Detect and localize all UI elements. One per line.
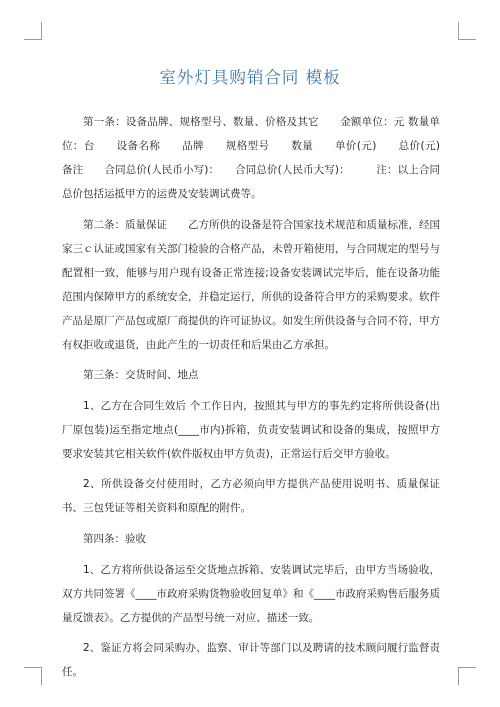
document-title: 室外灯具购销合同 模板 bbox=[159, 68, 341, 87]
article-4-clause-2: 2、鉴证方将会同采购办、监察、审计等部门以及聘请的技术顾问履行监督责任。 bbox=[62, 642, 440, 679]
article-3-clause-2: 2、所供设备交付使用时，乙方必须向甲方提供产品使用说明书、质量保证书、三包凭证等相关资料和原配的附件。 bbox=[62, 478, 440, 515]
crop-mark-bottom-left bbox=[24, 667, 42, 685]
article-4-clause-1: 1、乙方将所供设备运至交货地点拆箱、安装调试完毕后，由甲方当场验收，双方共同签署《____市政府采购货物验收回复单》和《____市政府采购售后服务质量反馈表》。乙方提供的产品型号统一对应、描述一致。 bbox=[62, 563, 440, 624]
article-1-paragraph: 第一条：设备品牌、规格型号、数量、价格及其它 金额单位：元 数量单位：台 设备名称 品牌 规格型号 数量 单价(元) 总价(元) 备注 合同总价(人民币小写)： 合同总价(人民币大写)： 注：以上合同总价包括运抵甲方的运费及安装调试费等。 bbox=[62, 116, 461, 200]
article-4-heading: 第四条：验收 bbox=[83, 532, 146, 545]
article-3-heading: 第三条：交货时间、地点 bbox=[83, 369, 199, 382]
article-2-paragraph: 第二条：质量保证 乙方所供的设备是符合国家技术规范和质量标准，经国家三ｃ认证或国家有关部门检验的合格产品，未曾开箱使用，与合同规定的型号与配置相一致，能够与用户现有设备正常连接;设备安装调试完毕后，能在设备功能范围内保障甲方的系统安全，并稳定运行，所供的设备符合甲方的采购要求。软件产品是原厂产品包或原厂商提供的许可证协议。如发生所供设备与合同不符，甲方有权拒收或退货，由此产生的一切责任和后果由乙方承担。 bbox=[62, 218, 440, 351]
crop-mark-top-left bbox=[24, 22, 42, 40]
crop-mark-top-right bbox=[458, 22, 476, 40]
article-3-clause-1: 1、乙方在合同生效后 个工作日内，按照其与甲方的事先约定将所供设备(出厂原包装)运至指定地点(____市内)拆箱，负责安装调试和设备的集成，按照甲方要求安装其它相关软件(软件版权由甲方负责)，正常运行后交甲方验收。 bbox=[62, 399, 440, 460]
document-body bbox=[62, 110, 461, 691]
crop-mark-bottom-right bbox=[458, 667, 476, 685]
